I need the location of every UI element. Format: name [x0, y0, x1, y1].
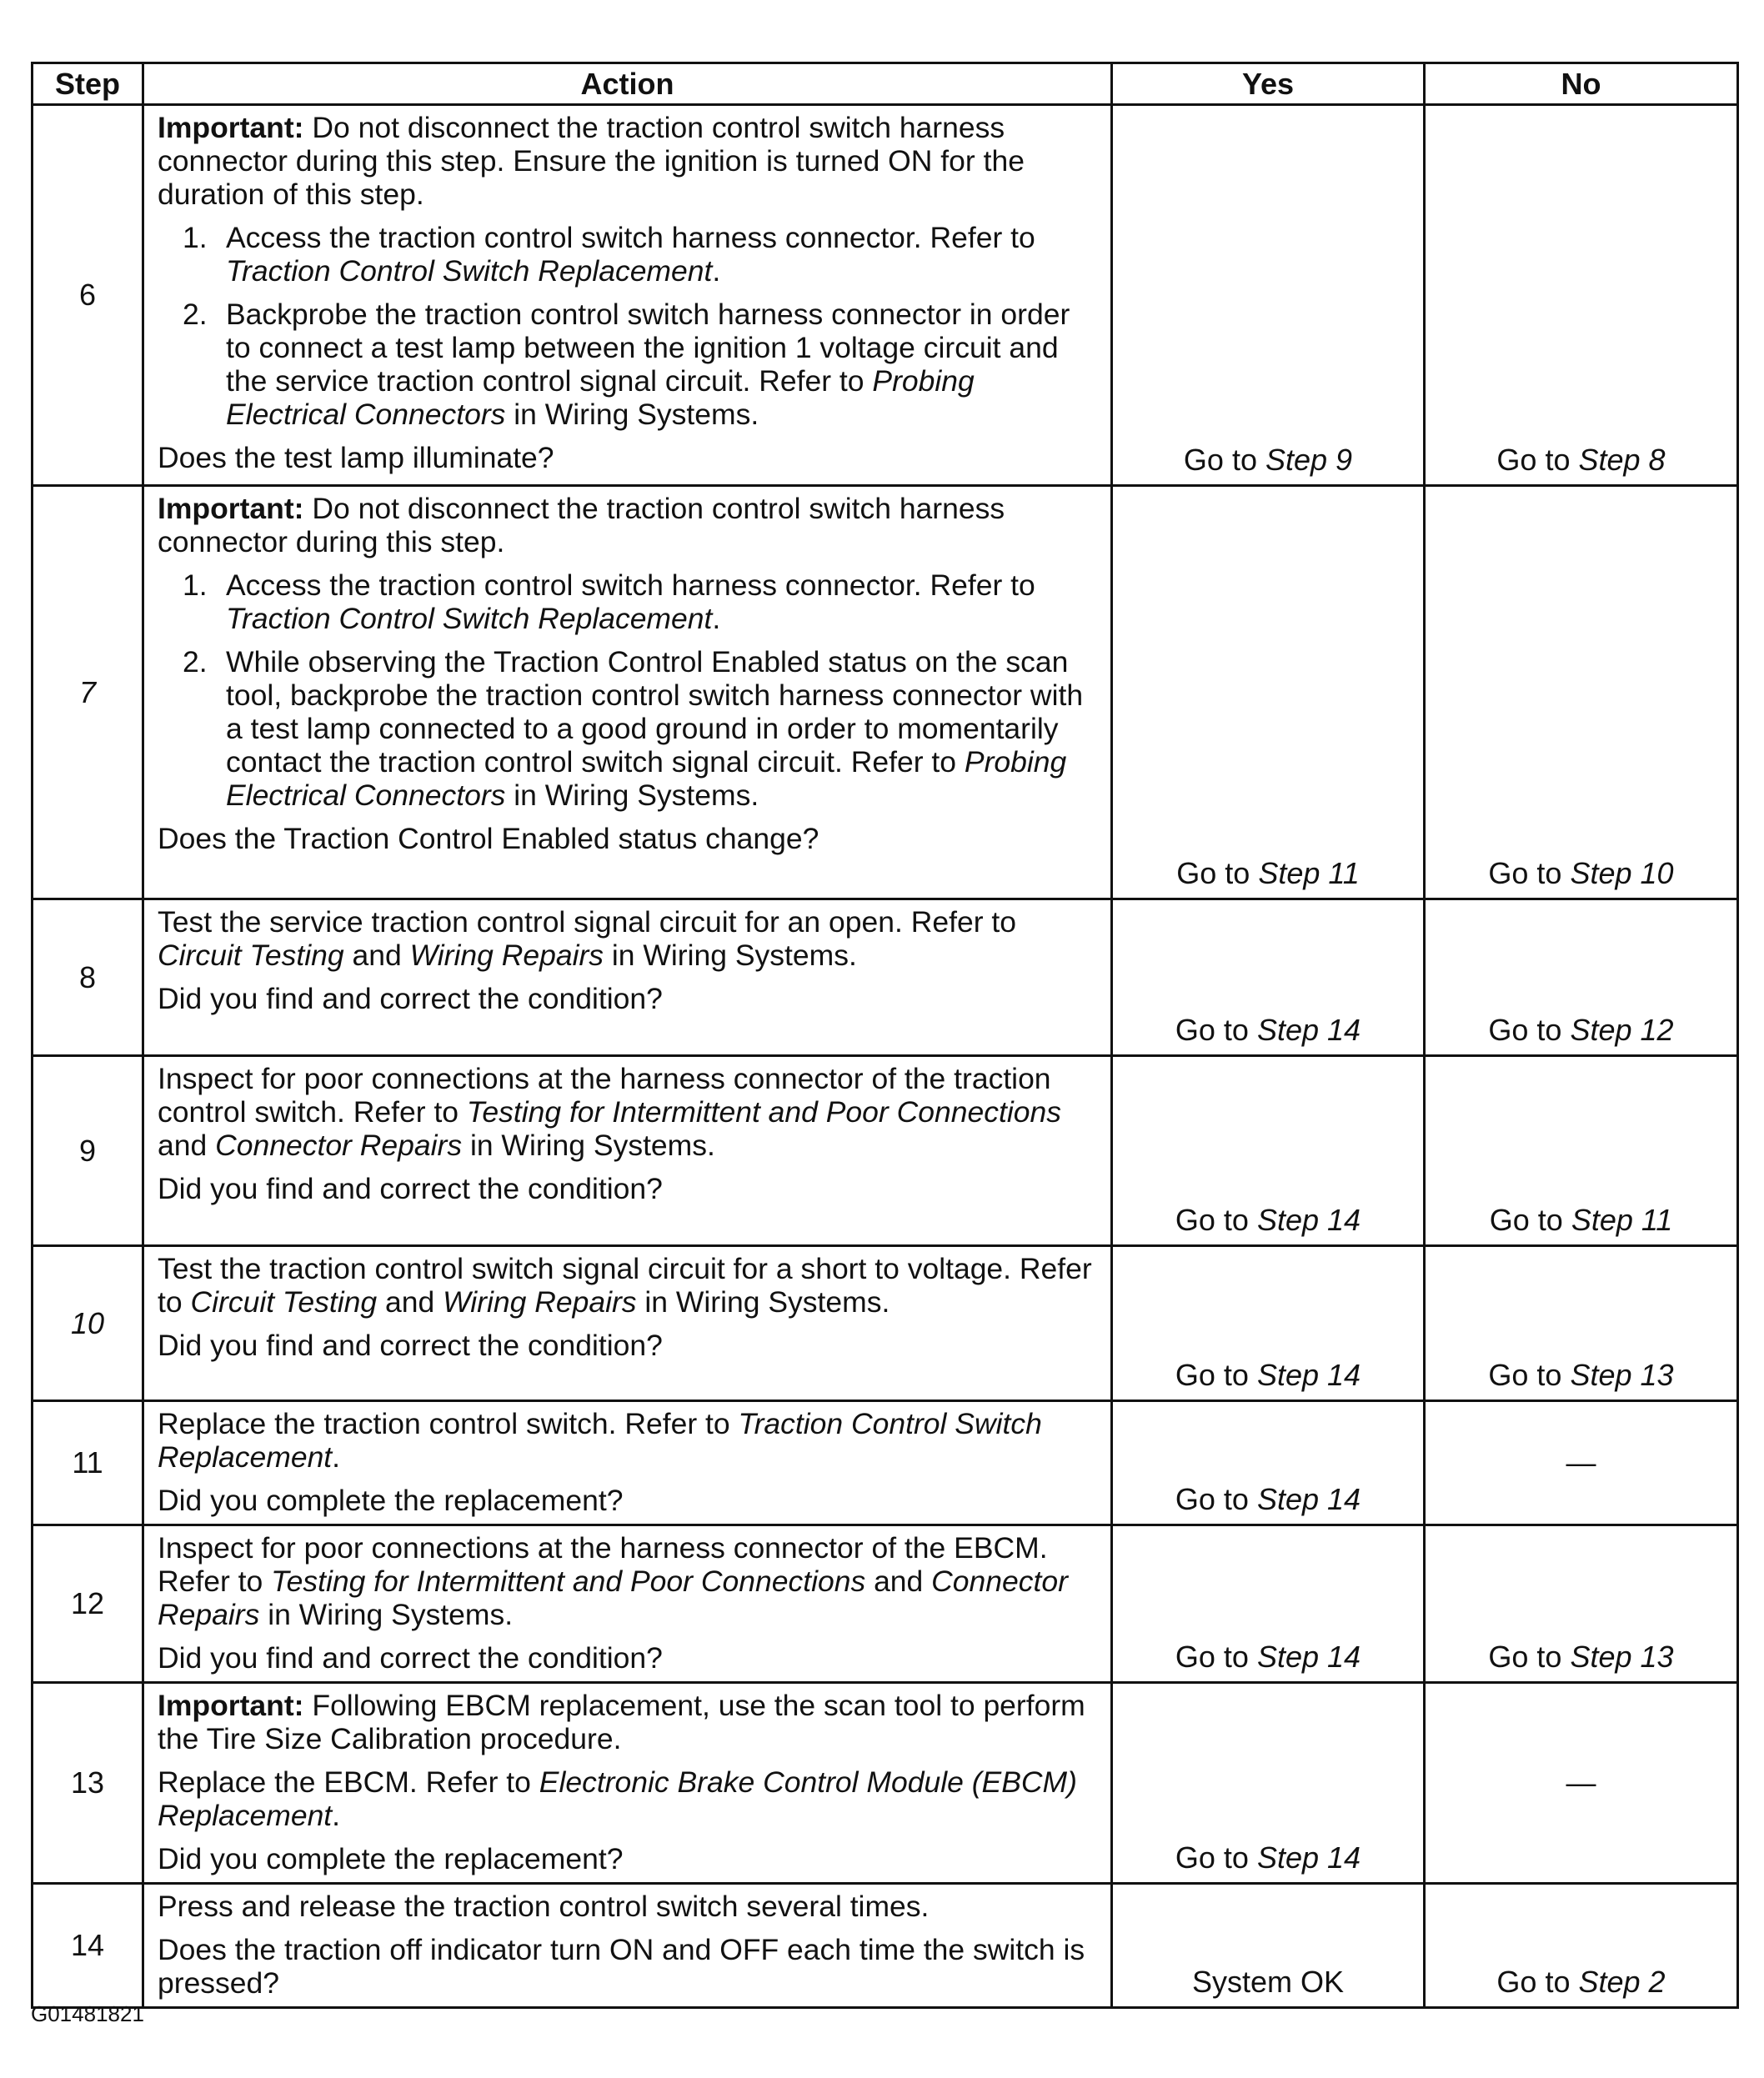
no-cell [1425, 1525, 1738, 1683]
yes-column-header: Yes [1112, 63, 1425, 105]
reference-link[interactable]: Connector Repairs [158, 1565, 1068, 1631]
no-cell [1425, 1884, 1738, 2008]
action-cell [143, 1525, 1112, 1683]
instruction-list [158, 221, 1102, 431]
important-text: Following EBCM replacement, use the scan tool to perform the Tire Size Calibration procedure. [158, 1689, 1085, 1755]
reference-link[interactable]: Testing for Intermittent and Poor Connections [271, 1565, 866, 1598]
yes-cell [1112, 105, 1425, 486]
action-text-part: Inspect for poor connections at the harness connector of the traction control switch. Refer to [158, 1062, 1051, 1129]
no-cell [1425, 899, 1738, 1056]
instruction-list [158, 568, 1102, 812]
action-text [158, 1765, 1102, 1832]
reference-link[interactable]: Circuit Testing [158, 939, 344, 972]
reference-link[interactable]: Connector Repairs [215, 1129, 463, 1162]
reference-link[interactable]: Electronic Brake Control Module (EBCM) Replacement [158, 1765, 1077, 1832]
goto-step-link[interactable]: Step 14 [1256, 1640, 1361, 1674]
no-cell-dash: — [1425, 1683, 1738, 1884]
step-number: 8 [33, 899, 143, 1056]
important-note [158, 1689, 1102, 1755]
table-row [33, 1683, 1738, 1884]
diagnostic-step-table [31, 62, 1739, 2009]
item-number: 2. [183, 298, 208, 331]
step-number: 11 [33, 1401, 143, 1525]
goto-prefix: Go to [1496, 1965, 1579, 1999]
important-label: Important: [158, 111, 304, 144]
instruction-item [158, 645, 1102, 812]
no-cell [1425, 1246, 1738, 1401]
item-number: 2. [183, 645, 208, 678]
important-label: Important: [158, 1689, 304, 1722]
action-text-part: Test the traction control switch signal circuit for a short to voltage. Refer to [158, 1252, 1092, 1319]
action-cell [143, 105, 1112, 486]
goto-prefix: Go to [1175, 1640, 1257, 1674]
action-text [158, 905, 1102, 972]
goto-step-link[interactable]: Step 2 [1578, 1965, 1666, 1999]
figure-id: G01481821 [31, 2001, 144, 2026]
question-text: Does the test lamp illuminate? [158, 441, 554, 474]
action-text-part: in Wiring Systems. [259, 1598, 514, 1631]
item-number: 1. [183, 221, 208, 254]
important-note [158, 111, 1102, 211]
item-text: Backprobe the traction control switch harness connector in order to connect a test lamp between the ignition 1 voltage circuit and the service traction control signal circuit. Refer to [226, 298, 1070, 398]
action-text-part: Test the service traction control signal circuit for an open. Refer to [158, 905, 1016, 939]
no-cell [1425, 105, 1738, 486]
yes-cell [1112, 899, 1425, 1056]
table-row [33, 1401, 1738, 1525]
question-text: Did you find and correct the condition? [158, 1641, 663, 1675]
table-row [33, 899, 1738, 1056]
goto-prefix: Go to [1175, 1482, 1257, 1516]
goto-prefix: Go to [1175, 1840, 1257, 1875]
action-cell [143, 1056, 1112, 1246]
table-row [33, 1884, 1738, 2008]
goto-prefix: Go to [1489, 1203, 1571, 1237]
item-text: Access the traction control switch harness connector. Refer to [226, 221, 1035, 254]
step-number: 12 [33, 1525, 143, 1683]
action-text-part: in Wiring Systems. [636, 1285, 890, 1319]
goto-prefix: Go to [1488, 856, 1571, 890]
goto-step-link[interactable]: Step 8 [1578, 443, 1666, 477]
reference-link[interactable]: Wiring Repairs [409, 939, 604, 972]
table-row [33, 1246, 1738, 1401]
important-note [158, 492, 1102, 558]
yes-cell [1112, 1525, 1425, 1683]
no-cell [1425, 1056, 1738, 1246]
important-label: Important: [158, 492, 304, 525]
action-text-part: . [332, 1440, 341, 1474]
goto-prefix: Go to [1488, 1013, 1571, 1047]
question-text: Did you find and correct the condition? [158, 1172, 663, 1205]
reference-link[interactable]: Circuit Testing [190, 1285, 378, 1319]
item-text: Access the traction control switch harness connector. Refer to [226, 568, 1035, 602]
goto-prefix: Go to [1176, 856, 1259, 890]
instruction-item [158, 221, 1102, 288]
step-column-header: Step [33, 63, 143, 105]
goto-prefix: Go to [1183, 443, 1265, 477]
action-text-part: . [332, 1799, 341, 1832]
goto-step-link[interactable]: Step 13 [1570, 1640, 1674, 1674]
no-column-header: No [1425, 63, 1738, 105]
reference-link[interactable]: Traction Control Switch Replacement [226, 254, 713, 288]
yes-cell [1112, 1246, 1425, 1401]
reference-link[interactable]: Wiring Repairs [443, 1285, 637, 1319]
action-text [158, 1062, 1102, 1162]
action-text [158, 1252, 1102, 1319]
important-text: Do not disconnect the traction control switch harness connector during this step. Ensure the ignition is turned ON for the duration of this step. [158, 111, 1025, 211]
action-text [158, 1407, 1102, 1474]
action-cell [143, 1246, 1112, 1401]
table-header [33, 63, 1738, 105]
item-text: in Wiring Systems. [505, 779, 759, 812]
action-text: Press and release the traction control switch several times. [158, 1890, 930, 1923]
question-text: Did you find and correct the condition? [158, 1329, 663, 1362]
action-cell [143, 1884, 1112, 2008]
goto-step-link[interactable]: Step 14 [1256, 1203, 1361, 1237]
question-text: Did you complete the replacement? [158, 1842, 624, 1875]
reference-link[interactable]: Probing Electrical Connectors [226, 745, 1067, 812]
goto-step-link[interactable]: Step 14 [1256, 1840, 1361, 1875]
goto-prefix: Go to [1488, 1640, 1571, 1674]
question-text: Did you complete the replacement? [158, 1484, 624, 1517]
action-text-part: and [343, 939, 410, 972]
yes-cell [1112, 486, 1425, 899]
step-number: 6 [33, 105, 143, 486]
goto-prefix: Go to [1496, 443, 1579, 477]
action-cell [143, 486, 1112, 899]
action-text-part: and [158, 1129, 216, 1162]
reference-link[interactable]: Probing Electrical Connectors [226, 364, 975, 431]
item-text: . [712, 602, 721, 635]
important-text: Do not disconnect the traction control switch harness connector during this step. [158, 492, 1005, 558]
goto-step-link[interactable]: Step 11 [1258, 856, 1360, 890]
question-text: Does the traction off indicator turn ON and OFF each time the switch is pressed? [158, 1933, 1085, 2000]
table-row [33, 1056, 1738, 1246]
step-number: 13 [33, 1683, 143, 1884]
goto-step-link[interactable]: Step 14 [1256, 1358, 1361, 1392]
goto-step-link[interactable]: Step 11 [1571, 1203, 1673, 1237]
question-text: Does the Traction Control Enabled status change? [158, 822, 819, 855]
goto-step-link[interactable]: Step 9 [1265, 443, 1353, 477]
goto-step-link[interactable]: Step 14 [1256, 1013, 1361, 1047]
action-text-part: Replace the EBCM. Refer to [158, 1765, 539, 1799]
question-text: Did you find and correct the condition? [158, 982, 663, 1015]
item-number: 1. [183, 568, 208, 602]
yes-cell [1112, 1401, 1425, 1525]
step-number: 14 [33, 1884, 143, 2008]
action-text-part: in Wiring Systems. [462, 1129, 715, 1162]
item-text: While observing the Traction Control Enabled status on the scan tool, backprobe the traction control switch harness connector with a test lamp connected to a good ground in order to momentarily contact the traction control switch signal circuit. Refer to [226, 645, 1084, 779]
goto-step-link[interactable]: Step 13 [1570, 1358, 1674, 1392]
goto-step-link[interactable]: Step 12 [1570, 1013, 1674, 1047]
item-text: . [712, 254, 721, 288]
table-body [33, 105, 1738, 2008]
action-text-part: and [865, 1565, 932, 1598]
table-row [33, 105, 1738, 486]
table-row [33, 486, 1738, 899]
yes-cell: System OK [1112, 1884, 1425, 2008]
item-text: in Wiring Systems. [505, 398, 759, 431]
yes-cell [1112, 1056, 1425, 1246]
action-cell [143, 899, 1112, 1056]
yes-cell [1112, 1683, 1425, 1884]
action-text-part: Replace the traction control switch. Refer to [158, 1407, 739, 1440]
reference-link[interactable]: Testing for Intermittent and Poor Connections [466, 1095, 1061, 1129]
action-cell [143, 1683, 1112, 1884]
step-number: 7 [33, 486, 143, 899]
goto-prefix: Go to [1488, 1358, 1571, 1392]
reference-link[interactable]: Traction Control Switch Replacement [226, 602, 713, 635]
instruction-item [158, 298, 1102, 431]
step-number: 10 [33, 1246, 143, 1401]
step-number: 9 [33, 1056, 143, 1246]
action-text-part: and [377, 1285, 444, 1319]
instruction-item [158, 568, 1102, 635]
goto-prefix: Go to [1175, 1358, 1257, 1392]
action-column-header: Action [143, 63, 1112, 105]
no-cell [1425, 486, 1738, 899]
action-text [158, 1531, 1102, 1631]
goto-step-link[interactable]: Step 10 [1570, 856, 1674, 890]
header-row [33, 63, 1738, 105]
no-cell-dash: — [1425, 1401, 1738, 1525]
reference-link[interactable]: Traction Control Switch Replacement [158, 1407, 1042, 1474]
goto-prefix: Go to [1175, 1013, 1257, 1047]
action-cell [143, 1401, 1112, 1525]
action-text-part: in Wiring Systems. [604, 939, 857, 972]
action-text-part: Inspect for poor connections at the harness connector of the EBCM. Refer to [158, 1531, 1048, 1598]
goto-step-link[interactable]: Step 14 [1256, 1482, 1361, 1516]
table-row [33, 1525, 1738, 1683]
goto-prefix: Go to [1175, 1203, 1257, 1237]
